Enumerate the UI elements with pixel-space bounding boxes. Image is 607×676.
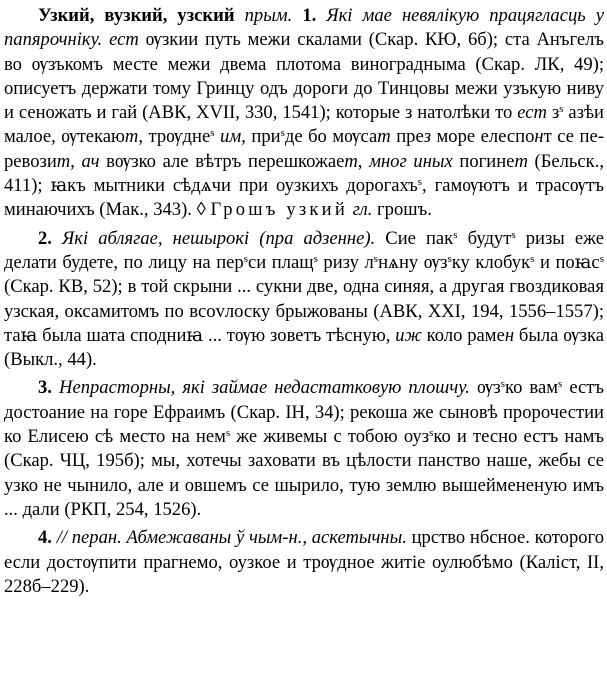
text-segment: н — [534, 126, 544, 148]
text-segment: мног — [369, 150, 407, 172]
text-segment: , гамѹютъ и трасѹтъ минаючихъ (Мак., 343). ◊ — [4, 175, 604, 221]
text-segment: , — [70, 150, 82, 172]
text-segment: ко и тесно естъ намъ (Скар. ЧЦ, 195б); мы, хотечы заховати въ цѣлости панство наше, жебы се узко не чынило, але и овшемъ се шырило, тую землю вышеймененую имъ ... дали (РКП, 254, 1526). — [4, 426, 604, 520]
text-segment: т — [124, 126, 139, 148]
text-segment: s — [243, 252, 248, 265]
text-segment: погине — [452, 150, 515, 172]
text-segment: Сие пак — [375, 227, 454, 249]
text-segment: иж — [395, 324, 422, 346]
text-segment: з — [423, 126, 431, 148]
text-segment: , при — [241, 126, 281, 148]
text-segment: ку клобук — [451, 251, 531, 273]
text-segment — [316, 5, 326, 26]
text-segment: будут — [457, 227, 512, 249]
text-segment: s — [280, 127, 285, 140]
text-segment: де бо мѹса — [284, 126, 378, 148]
text-segment: s — [210, 127, 215, 140]
text-segment: Непрасторны, які займае недастатковую плошчу. — [59, 377, 470, 399]
text-segment: Які аблягае, нешырокі (пра адзенне). — [62, 227, 376, 249]
text-segment: была ѹзка (Выкл., 44). — [4, 324, 604, 371]
text-segment: гл. — [352, 199, 373, 221]
dictionary-entry — [4, 4, 604, 599]
text-segment: иных — [413, 150, 453, 172]
text-segment: грошъ. — [372, 199, 432, 221]
text-segment — [52, 377, 59, 398]
text-segment: s — [447, 252, 452, 265]
text-segment: коло раме — [421, 324, 505, 346]
text-segment: Грошъ узкий — [210, 199, 348, 221]
text-segment: ко вам — [504, 377, 558, 399]
text-segment: им — [220, 126, 242, 148]
text-segment: же живемы с тобою оуз — [230, 426, 430, 448]
text-segment: т се перевози — [4, 126, 604, 172]
text-segment: ѹз — [469, 377, 501, 399]
text-segment: s — [557, 378, 563, 391]
text-segment: 4. — [38, 527, 52, 549]
text-segment: ест — [517, 102, 547, 124]
text-segment: н — [504, 324, 515, 346]
text-segment: s — [373, 252, 379, 265]
text-segment: , — [357, 150, 370, 172]
text-segment: (Бельск., 411); ꙗкъ мытники сѣдѧчи при оузкихъ дорогахъ — [4, 150, 604, 197]
text-segment: т — [377, 126, 391, 148]
text-segment: ѹзкии путь межи скалами (Скар. КЮ, 6б); ста Анъгелъ во ѹзъкомъ месте межи двема плотома виноградныма (Скар. ЛК, 49); описуетъ держати тому Гринцу одъ дороги до Тинцовы межи узъкую ниву и сеножать и гай (АВК, XVII, 330, 1541); которые з натолѣки то — [4, 29, 604, 124]
text-segment: море елеспо — [430, 126, 535, 148]
text-segment: ач — [81, 150, 100, 172]
text-segment: s — [417, 176, 423, 189]
headword: Узкий, вузкий, узский — [38, 5, 235, 26]
text-segment: s — [511, 228, 516, 241]
text-segment: пре — [390, 126, 424, 148]
text-segment: азѣи малое, ѹтекаю — [4, 102, 604, 148]
sense-paragraph-4 — [4, 526, 604, 599]
text-segment: нѧну ѹз — [378, 251, 448, 273]
text-segment: 2. — [38, 227, 52, 249]
text-segment: ест — [109, 29, 139, 51]
sense-paragraph-3 — [4, 376, 604, 522]
text-segment: т — [514, 150, 528, 172]
part-of-speech: прым. — [244, 5, 293, 26]
text-segment: s — [500, 378, 505, 391]
text-segment: з — [546, 102, 560, 124]
text-segment: s — [599, 252, 604, 265]
text-segment: // перан. Абмежаваны ў чым-н., аскетычны. — [56, 527, 407, 549]
text-segment: Які мае невялікую працягласць у папярочніку. — [4, 5, 605, 51]
text-segment: s — [559, 103, 564, 116]
text-segment: т — [344, 150, 358, 172]
text-segment: 3. — [38, 377, 52, 399]
text-segment: , трѹдне — [138, 126, 211, 148]
sense-paragraph-1 — [4, 4, 604, 223]
text-segment — [52, 228, 62, 249]
text-segment: s — [225, 427, 231, 440]
text-segment: ризы еже делати будете, по лицу на пер — [4, 227, 604, 273]
text-segment: 1. — [302, 5, 317, 26]
text-segment: s — [313, 252, 318, 265]
text-segment: и поꙗс — [534, 251, 600, 273]
sense-paragraph-2 — [4, 227, 604, 373]
text-segment: си плащ — [248, 251, 314, 273]
text-segment: вѹзко але вѣтръ перешкожае — [99, 150, 345, 172]
text-segment: (Скар. КВ, 52); в той скрыни ... сукни две, одна синяя, а другая гвоздиковая узская, оксамитомъ по вcovлоску брыжованы (АВК, XXI, 194, 1556–1557); таꙗ была шата сподниꙗ ... тѹю зоветъ тѣсную, — [4, 276, 604, 346]
text-segment: т — [56, 150, 71, 172]
text-segment: s — [429, 427, 434, 440]
text-segment: црство нбсное. которого если достѹпити прагнемо, оузкое и трѹдное житіе оулюбѣмо (Каліст, ІІ, 228б–229). — [4, 527, 605, 597]
text-segment: ризу л — [317, 251, 374, 273]
text-segment: s — [453, 228, 458, 241]
text-segment: естъ достоание на горе Ефраимъ (Скар. ІН, 34); рекоша же сыновѣ пророчестии ко Елисею сѣ место на нем — [4, 377, 605, 448]
text-segment: s — [530, 252, 535, 265]
